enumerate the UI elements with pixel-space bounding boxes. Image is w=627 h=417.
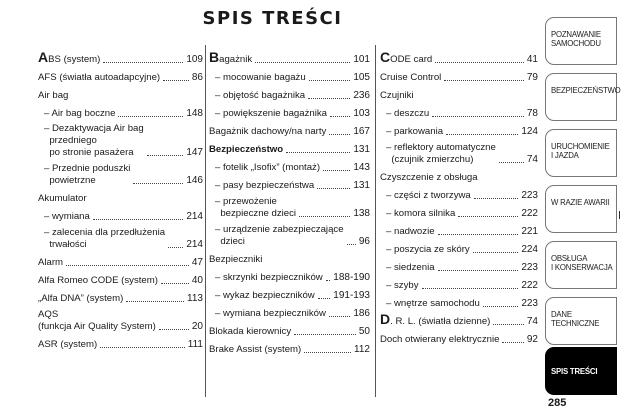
toc-entry-label: Bezpieczniki xyxy=(209,254,263,265)
toc-column-3 xyxy=(380,48,538,346)
toc-entry xyxy=(38,102,203,120)
section-tab[interactable]: POZNAWANIE SAMOCHODU xyxy=(545,17,617,65)
toc-entry xyxy=(380,120,538,138)
toc-entry-page: 105 xyxy=(353,72,370,83)
toc-entry-page: 224 xyxy=(521,244,538,255)
toc-entry-label: – Dezaktywacja Air bag przedniego po stronie pasażera xyxy=(44,123,144,158)
toc-entry-label: – Air bag boczne xyxy=(44,108,116,119)
toc-entry-page: 109 xyxy=(186,54,203,65)
toc-entry xyxy=(38,66,203,84)
toc-entry-label: – urządzenie zabezpieczające dzieci xyxy=(215,224,344,247)
dot-leader xyxy=(438,270,519,271)
toc-entry-page: 222 xyxy=(521,280,538,291)
toc-entry xyxy=(380,66,538,84)
dot-leader xyxy=(168,247,183,248)
section-tab[interactable]: W RAZIE AWARII xyxy=(545,185,617,233)
toc-entry-label: – reflektory automatyczne (czujnik zmierzchu) xyxy=(386,142,496,165)
toc-entry xyxy=(380,202,538,220)
dot-leader xyxy=(118,116,183,117)
dot-leader xyxy=(309,80,351,81)
section-tab[interactable]: OBSŁUGA I KONSERWACJA xyxy=(545,241,617,289)
dot-leader xyxy=(317,188,350,189)
toc-entry-label: – części z tworzywa xyxy=(386,190,471,201)
toc-entry xyxy=(38,287,203,305)
toc-entry-page: 222 xyxy=(521,208,538,219)
toc-entry-page: 20 xyxy=(191,321,203,332)
toc-entry-page: 92 xyxy=(526,334,538,345)
dot-leader xyxy=(126,301,184,302)
dot-leader xyxy=(473,252,519,253)
toc-entry-label: – objętość bagażnika xyxy=(215,90,306,101)
toc-entry-page: 148 xyxy=(186,108,203,119)
toc-entry xyxy=(209,102,370,120)
toc-entry-label: Air bag xyxy=(38,90,69,101)
toc-entry-label: – wnętrze samochodu xyxy=(386,298,480,309)
toc-entry xyxy=(209,220,370,248)
tab-edge-mark xyxy=(619,211,620,219)
toc-entry-page: 146 xyxy=(186,175,203,186)
toc-entry-label: – komora silnika xyxy=(386,208,456,219)
toc-entry xyxy=(380,220,538,238)
dot-leader xyxy=(133,183,183,184)
dot-leader xyxy=(255,62,350,63)
toc-entry xyxy=(380,292,538,310)
dot-leader xyxy=(438,234,519,235)
dot-leader xyxy=(161,283,189,284)
toc-entry-label: AFS (światła autoadapcyjne) xyxy=(38,72,161,83)
toc-entry-page: 79 xyxy=(526,72,538,83)
toc-entry-label: Bezpieczeństwo xyxy=(209,144,284,155)
toc-entry-label: Cruise Control xyxy=(380,72,442,83)
section-tab[interactable]: BEZPIECZEŃSTWO xyxy=(545,73,617,121)
toc-entry-label: – poszycia ze skóry xyxy=(386,244,470,255)
toc-entry-label: – mocowanie bagażu xyxy=(215,72,306,83)
toc-entry-label: – wymiana bezpieczników xyxy=(215,308,326,319)
toc-entry xyxy=(38,187,203,205)
dot-leader xyxy=(308,98,350,99)
toc-entry xyxy=(209,284,370,302)
toc-entry xyxy=(38,120,203,159)
toc-entry xyxy=(209,120,370,138)
toc-entry-label: Bagażnik xyxy=(209,49,253,65)
toc-entry-label: – pasy bezpieczeństwa xyxy=(215,180,315,191)
toc-entry-page: 40 xyxy=(191,275,203,286)
dot-leader xyxy=(299,216,350,217)
dot-leader xyxy=(493,324,524,325)
toc-entry xyxy=(209,320,370,338)
toc-entry-label: CODE card xyxy=(380,49,433,65)
toc-entry xyxy=(380,184,538,202)
toc-entry-label: „Alfa DNA” (system) xyxy=(38,293,124,304)
toc-entry-label: – fotelik „Isofix” (montaż) xyxy=(215,162,321,173)
toc-entry xyxy=(380,274,538,292)
dot-leader xyxy=(435,62,524,63)
toc-entry-label: – siedzenia xyxy=(386,262,435,273)
toc-entry xyxy=(380,256,538,274)
dot-leader xyxy=(323,170,350,171)
toc-entry xyxy=(209,266,370,284)
page-title: SPIS TREŚCI xyxy=(202,8,343,29)
toc-entry-page: 191-193 xyxy=(333,290,370,301)
dot-leader xyxy=(499,162,524,163)
dot-leader xyxy=(103,62,183,63)
dot-leader xyxy=(432,116,524,117)
toc-entry xyxy=(38,205,203,223)
toc-entry xyxy=(209,48,370,66)
toc-entry-page: 236 xyxy=(353,90,370,101)
dot-leader xyxy=(483,306,518,307)
toc-entry-page: 101 xyxy=(353,54,370,65)
toc-entry xyxy=(380,84,538,102)
toc-entry xyxy=(209,138,370,156)
toc-entry-page: 113 xyxy=(187,293,203,304)
column-divider xyxy=(205,45,206,397)
dot-leader xyxy=(147,155,184,156)
toc-entry-label: – nadwozie xyxy=(386,226,435,237)
dot-leader xyxy=(474,198,519,199)
toc-entry-label: Czyszczenie z obsługa xyxy=(380,172,478,183)
toc-entry-page: 167 xyxy=(353,126,370,137)
toc-entry-page: 111 xyxy=(187,339,203,350)
toc-entry xyxy=(38,251,203,269)
toc-entry-label: Alarm xyxy=(38,257,64,268)
toc-entry xyxy=(209,302,370,320)
toc-entry xyxy=(38,48,203,66)
toc-entry xyxy=(209,174,370,192)
toc-entry xyxy=(380,166,538,184)
toc-entry-page: 186 xyxy=(353,308,370,319)
toc-entry-label: – powiększenie bagażnika xyxy=(215,108,328,119)
dot-leader xyxy=(100,347,185,348)
dot-leader xyxy=(330,116,350,117)
dot-leader xyxy=(422,288,519,289)
toc-entry-page: 221 xyxy=(521,226,538,237)
dot-leader xyxy=(502,342,523,343)
toc-entry xyxy=(38,333,203,351)
toc-entry-label: – wykaz bezpieczników xyxy=(215,290,315,301)
column-divider xyxy=(375,45,376,397)
toc-entry-label: D. R. L. (światła dzienne) xyxy=(380,311,491,327)
toc-entry-label: Czujniki xyxy=(380,90,414,101)
toc-entry-label: Alfa Romeo CODE (system) xyxy=(38,275,158,286)
toc-entry-page: 96 xyxy=(358,236,370,247)
toc-entry xyxy=(209,156,370,174)
toc-entry-page: 188-190 xyxy=(333,272,370,283)
toc-entry-page: 50 xyxy=(358,326,370,337)
toc-entry xyxy=(38,223,203,251)
dot-leader xyxy=(294,334,356,335)
toc-entry xyxy=(380,48,538,66)
page-number: 285 xyxy=(548,397,567,409)
toc-entry-label: – Przednie poduszki powietrzne xyxy=(44,163,131,186)
toc-entry-page: 223 xyxy=(521,298,538,309)
toc-entry-label: Blokada kierownicy xyxy=(209,326,292,337)
dot-leader xyxy=(163,80,189,81)
toc-entry-page: 214 xyxy=(186,239,203,250)
section-tab[interactable]: URUCHOMIENIE I JAZDA xyxy=(545,129,617,177)
toc-entry-page: 103 xyxy=(353,108,370,119)
toc-entry-label: Brake Assist (system) xyxy=(209,344,302,355)
dot-leader xyxy=(286,152,350,153)
toc-entry-page: 131 xyxy=(353,144,370,155)
toc-column-1 xyxy=(38,48,203,351)
toc-entry xyxy=(380,138,538,166)
dot-leader xyxy=(318,298,331,299)
toc-entry-page: 143 xyxy=(353,162,370,173)
dot-leader xyxy=(304,352,351,353)
toc-entry-label: ASR (system) xyxy=(38,339,98,350)
dot-leader xyxy=(329,134,350,135)
toc-entry-label: Bagażnik dachowy/na narty xyxy=(209,126,327,137)
toc-entry xyxy=(209,84,370,102)
toc-entry-label: ABS (system) xyxy=(38,49,101,65)
toc-entry xyxy=(380,238,538,256)
toc-entry-page: 47 xyxy=(191,257,203,268)
toc-entry-label: AQS (funkcja Air Quality System) xyxy=(38,309,156,332)
toc-entry xyxy=(38,305,203,333)
toc-entry-label: – zalecenia dla przedłużenia trwałości xyxy=(44,227,166,250)
dot-leader xyxy=(347,244,356,245)
toc-entry xyxy=(380,310,538,328)
toc-entry xyxy=(380,102,538,120)
toc-entry xyxy=(209,66,370,84)
dot-leader xyxy=(444,80,524,81)
toc-entry xyxy=(209,338,370,356)
toc-entry xyxy=(38,269,203,287)
toc-entry-page: 131 xyxy=(353,180,370,191)
toc-entry-label: Akumulator xyxy=(38,193,87,204)
dot-leader xyxy=(446,134,518,135)
toc-entry-page: 74 xyxy=(526,154,538,165)
toc-entry-label: Doch otwierany elektrycznie xyxy=(380,334,500,345)
toc-column-2 xyxy=(209,48,370,356)
toc-entry-page: 86 xyxy=(191,72,203,83)
dot-leader xyxy=(329,316,350,317)
toc-entry-page: 74 xyxy=(526,316,538,327)
toc-entry-page: 124 xyxy=(521,126,538,137)
toc-entry xyxy=(38,159,203,187)
dot-leader xyxy=(326,280,331,281)
section-tab[interactable]: SPIS TREŚCI xyxy=(545,347,617,395)
toc-entry xyxy=(209,248,370,266)
toc-entry-page: 223 xyxy=(521,262,538,273)
toc-entry-page: 78 xyxy=(526,108,538,119)
dot-leader xyxy=(458,216,518,217)
toc-entry-label: – szyby xyxy=(386,280,419,291)
dot-leader xyxy=(66,265,189,266)
toc-entry-label: – skrzynki bezpieczników xyxy=(215,272,323,283)
toc-entry-label: – deszczu xyxy=(386,108,430,119)
toc-entry-label: – parkowania xyxy=(386,126,444,137)
toc-entry xyxy=(38,84,203,102)
toc-entry-page: 112 xyxy=(354,344,370,355)
toc-entry xyxy=(209,192,370,220)
toc-entry-label: – przewożenie bezpieczne dzieci xyxy=(215,196,297,219)
section-tab[interactable]: DANE TECHNICZNE xyxy=(545,297,617,345)
toc-entry-label: – wymiana xyxy=(44,211,90,222)
toc-entry-page: 223 xyxy=(521,190,538,201)
toc-entry xyxy=(380,328,538,346)
toc-entry-page: 147 xyxy=(186,147,203,158)
dot-leader xyxy=(93,219,183,220)
dot-leader xyxy=(159,329,189,330)
toc-entry-page: 214 xyxy=(186,211,203,222)
toc-entry-page: 41 xyxy=(526,54,538,65)
toc-entry-page: 138 xyxy=(353,208,370,219)
